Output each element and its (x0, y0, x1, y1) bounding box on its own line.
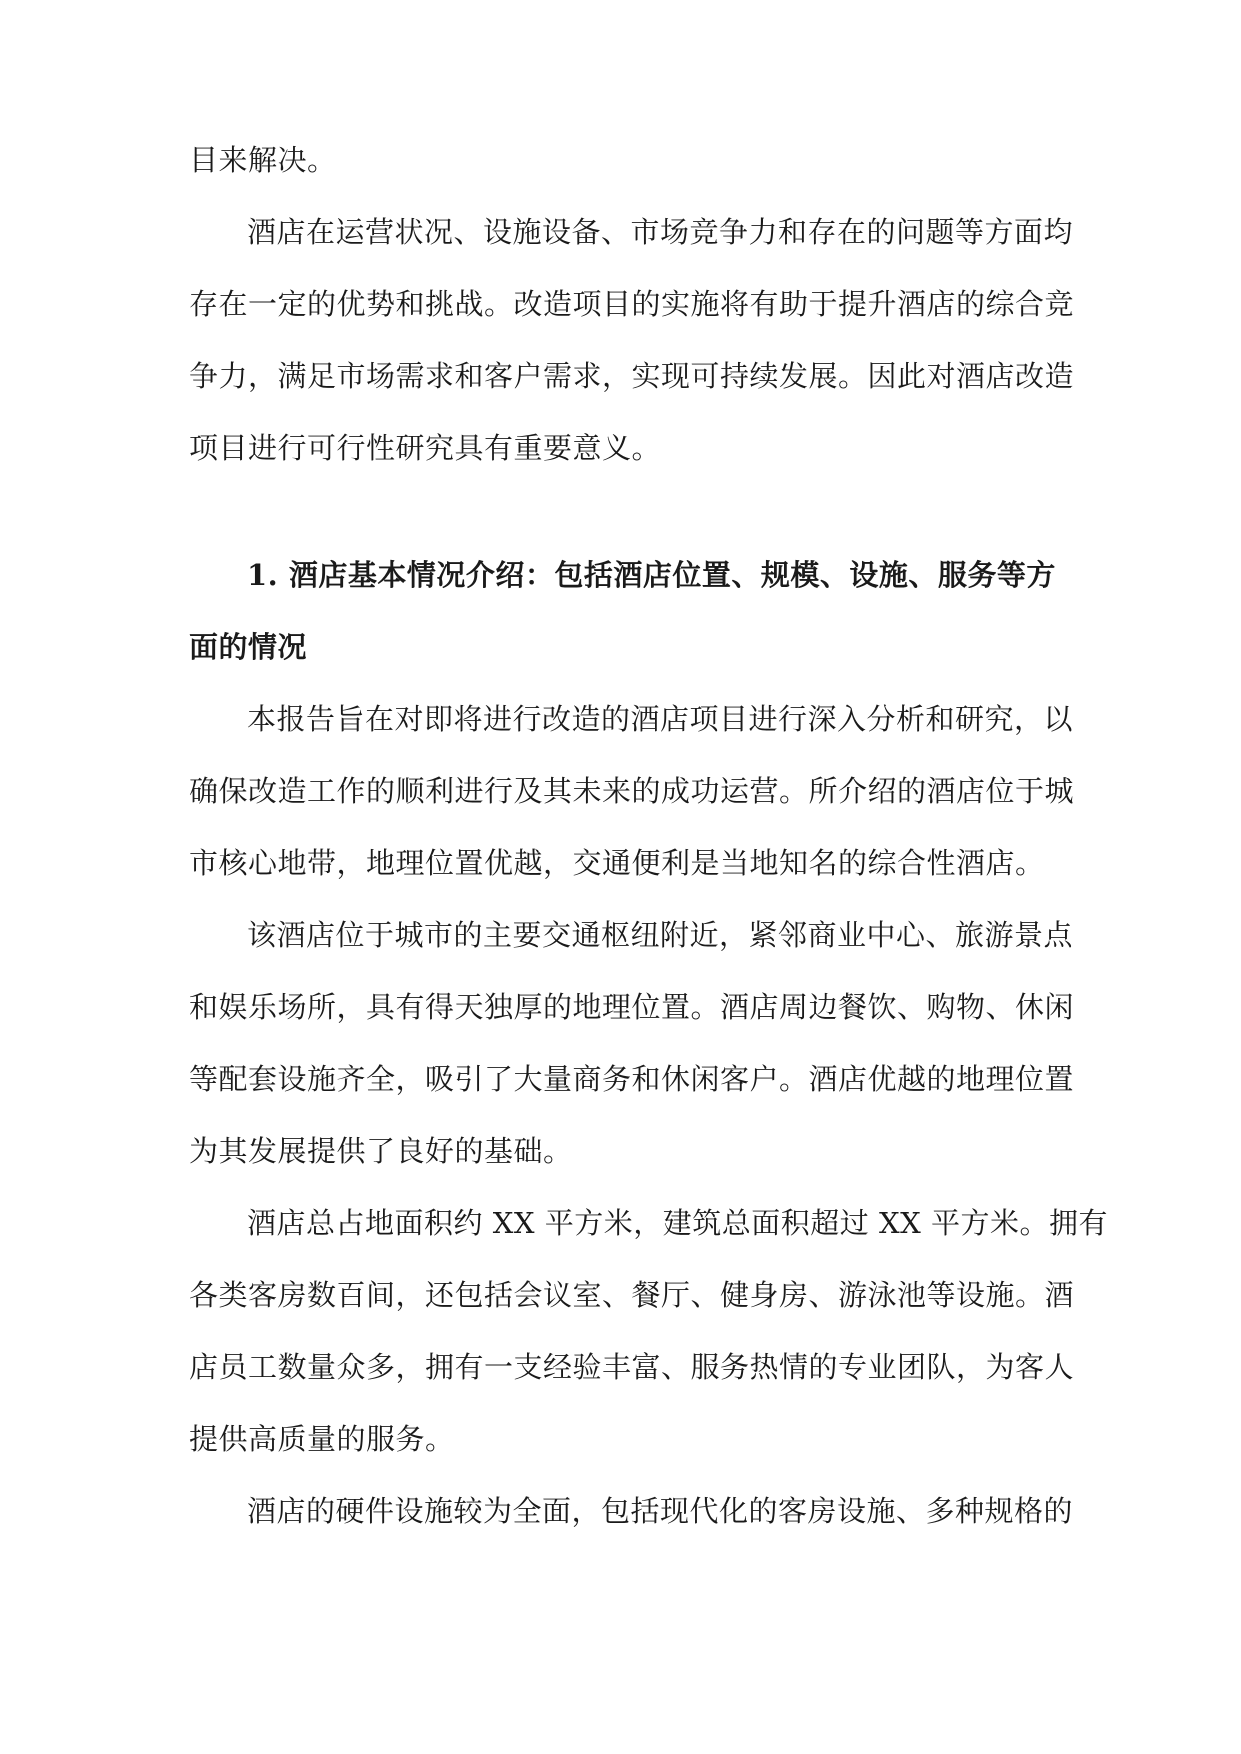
paragraph-line: 存在一定的优势和挑战。改造项目的实施将有助于提升酒店的综合竞 (189, 287, 1075, 321)
paragraph-line: 目来解决。 (189, 143, 337, 177)
paragraph-line: 等配套设施齐全，吸引了大量商务和休闲客户。酒店优越的地理位置 (189, 1062, 1075, 1096)
paragraph-line: 争力，满足市场需求和客户需求，实现可持续发展。因此对酒店改造 (189, 359, 1075, 393)
paragraph-line: 市核心地带，地理位置优越，交通便利是当地知名的综合性酒店。 (189, 846, 1045, 880)
paragraph-line: 确保改造工作的顺利进行及其未来的成功运营。所介绍的酒店位于城 (189, 774, 1075, 808)
paragraph-line: 酒店在运营状况、设施设备、市场竞争力和存在的问题等方面均 (247, 215, 1074, 249)
paragraph-line: 各类客房数百间，还包括会议室、餐厅、健身房、游泳池等设施。酒 (189, 1278, 1075, 1312)
section-heading: 1. 酒店基本情况介绍：包括酒店位置、规模、设施、服务等方 (247, 558, 1056, 592)
paragraph-line: 提供高质量的服务。 (189, 1422, 455, 1456)
paragraph-line: 店员工数量众多，拥有一支经验丰富、服务热情的专业团队，为客人 (189, 1350, 1075, 1384)
paragraph-line: 酒店总占地面积约 XX 平方米，建筑总面积超过 XX 平方米。拥有 (247, 1206, 1108, 1240)
paragraph-line: 本报告旨在对即将进行改造的酒店项目进行深入分析和研究，以 (247, 702, 1074, 736)
section-heading-continued: 面的情况 (189, 630, 308, 664)
paragraph-line: 酒店的硬件设施较为全面，包括现代化的客房设施、多种规格的 (247, 1494, 1074, 1528)
paragraph-line: 项目进行可行性研究具有重要意义。 (189, 431, 662, 465)
paragraph-line: 和娱乐场所，具有得天独厚的地理位置。酒店周边餐饮、购物、休闲 (189, 990, 1075, 1024)
paragraph-line: 该酒店位于城市的主要交通枢纽附近，紧邻商业中心、旅游景点 (247, 918, 1074, 952)
paragraph-line: 为其发展提供了良好的基础。 (189, 1134, 573, 1168)
